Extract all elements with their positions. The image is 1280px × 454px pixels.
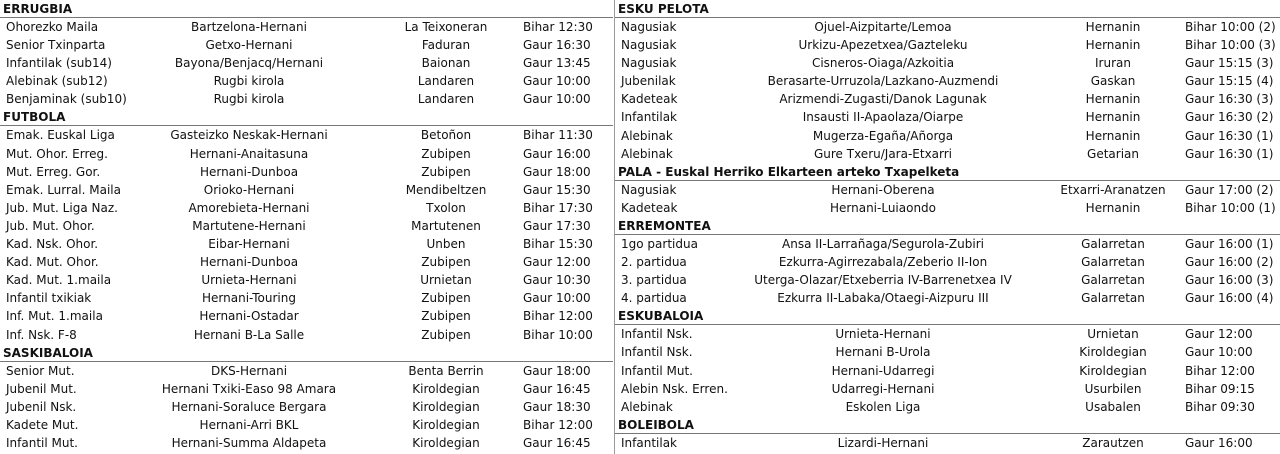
match-row: [0, 253, 613, 271]
category-cell: Infantil Nsk.: [621, 345, 693, 360]
match-cell: Martutene-Hernani: [192, 218, 306, 233]
match-cell: Ojuel-Aizpitarte/Lemoa: [814, 20, 952, 34]
section-boleibola: [615, 416, 1280, 452]
match-cell: Berasarte-Urruzola/Lazkano-Auzmendi: [767, 74, 999, 89]
match-cell: Cisneros-Oiaga/Azkoitia: [811, 56, 955, 71]
venue-cell: Galarretan: [1081, 255, 1145, 270]
category-cell: Mut. Ohor. Erreg.: [6, 146, 108, 161]
venue-cell: Hernanin: [1085, 20, 1141, 34]
category-cell: Infantilak: [621, 110, 678, 125]
time-cell: Gaur 10:00: [523, 291, 591, 306]
venue-cell: Zubipen: [421, 291, 471, 306]
time-cell: Bihar 10:00 (1): [1185, 200, 1276, 215]
category-cell: Alebinak: [621, 146, 673, 161]
section-title: FUTBOLA: [0, 108, 613, 126]
venue-cell: Zubipen: [421, 146, 471, 161]
match-cell: Urnieta-Hernani: [201, 273, 297, 288]
match-row: [0, 18, 613, 36]
match-row: [0, 181, 613, 199]
time-cell: Bihar 10:00 (3): [1185, 38, 1276, 53]
match-cell: Hernani B-Urola: [835, 345, 931, 360]
section-title: ERREMONTEA: [615, 217, 1280, 235]
venue-cell: Kiroldegian: [412, 399, 480, 414]
venue-cell: Kiroldegian: [412, 435, 480, 450]
time-cell: Gaur 16:45: [523, 381, 591, 396]
time-cell: Gaur 17:00 (2): [1185, 182, 1274, 197]
match-row: [0, 434, 613, 452]
venue-cell: Urnietan: [1087, 327, 1139, 342]
match-row: [615, 145, 1280, 163]
match-cell: Mugerza-Egaña/Añorga: [812, 128, 954, 143]
match-cell: Gure Txeru/Jara-Etxarri: [813, 146, 953, 161]
venue-cell: Zarautzen: [1082, 435, 1144, 450]
venue-cell: Landaren: [417, 92, 475, 107]
category-cell: 4. partidua: [621, 291, 687, 306]
match-row: [0, 380, 613, 398]
venue-cell: Hernanin: [1085, 128, 1141, 143]
venue-cell: Iruran: [1095, 56, 1131, 71]
time-cell: Gaur 10:00: [523, 92, 591, 107]
match-cell: DKS-Hernani: [210, 363, 288, 378]
time-cell: Gaur 10:30: [523, 273, 591, 288]
section-saskibaloia: [0, 344, 613, 452]
match-cell: Hernani-Arri BKL: [199, 417, 299, 432]
match-row: [0, 271, 613, 289]
venue-cell: Galarretan: [1081, 236, 1145, 251]
match-row: [0, 217, 613, 235]
section-title: BOLEIBOLA: [615, 416, 1280, 434]
venue-cell: Urnietan: [420, 273, 472, 288]
section-title: PALA - Euskal Herriko Elkarteen arteko Txapelketa: [615, 163, 1280, 181]
section-eskubaloia: [615, 307, 1280, 415]
time-cell: Gaur 18:00: [523, 164, 591, 179]
venue-cell: Hernanin: [1085, 38, 1141, 53]
match-row: [615, 380, 1280, 398]
venue-cell: La Teixoneran: [404, 20, 488, 34]
match-row: [615, 398, 1280, 416]
category-cell: 3. partidua: [621, 273, 687, 288]
match-cell: Hernani-Dunboa: [199, 164, 299, 179]
match-cell: Urnieta-Hernani: [835, 327, 931, 342]
match-row: [615, 36, 1280, 54]
match-row: [0, 235, 613, 253]
match-cell: Bayona/Benjacq/Hernani: [174, 56, 324, 71]
category-cell: Kad. Mut. Ohor.: [6, 255, 99, 270]
category-cell: Inf. Nsk. F-8: [6, 327, 77, 342]
time-cell: Bihar 12:00: [523, 417, 593, 432]
match-cell: Bartzelona-Hernani: [191, 20, 307, 34]
match-row: [615, 181, 1280, 199]
category-cell: Jub. Mut. Liga Naz.: [6, 200, 118, 215]
match-row: [0, 307, 613, 325]
category-cell: Infantil Mut.: [621, 363, 693, 378]
category-cell: Jub. Mut. Ohor.: [6, 218, 95, 233]
venue-cell: Galarretan: [1081, 273, 1145, 288]
match-row: [0, 199, 613, 217]
category-cell: Alebinak: [621, 128, 673, 143]
time-cell: Gaur 10:00: [523, 74, 591, 89]
match-row: [0, 72, 613, 90]
category-cell: Inf. Mut. 1.maila: [6, 309, 103, 324]
match-cell: Uterga-Olazar/Etxeberria IV-Barrenetxea IV: [754, 273, 1012, 288]
time-cell: Gaur 16:00: [1185, 435, 1253, 450]
match-cell: Hernani-Oberena: [831, 182, 935, 197]
match-row: [0, 126, 613, 144]
venue-cell: Etxarri-Aranatzen: [1060, 182, 1166, 197]
right-column: [614, 0, 1280, 454]
time-cell: Gaur 16:30 (1): [1185, 146, 1274, 161]
match-cell: Insausti II-Apaolaza/Oiarpe: [802, 110, 964, 125]
match-cell: Hernani-Luiaondo: [829, 200, 937, 215]
time-cell: Gaur 16:00 (2): [1185, 255, 1274, 270]
time-cell: Gaur 16:45: [523, 435, 591, 450]
time-cell: Gaur 18:30: [523, 399, 591, 414]
time-cell: Gaur 12:00: [1185, 327, 1253, 342]
time-cell: Bihar 12:00: [1185, 363, 1255, 378]
venue-cell: Hernanin: [1085, 110, 1141, 125]
match-row: [0, 90, 613, 108]
venue-cell: Galarretan: [1081, 291, 1145, 306]
venue-cell: Hernanin: [1085, 92, 1141, 107]
match-cell: Ansa II-Larrañaga/Segurola-Zubiri: [782, 236, 984, 251]
venue-cell: Baionan: [421, 56, 471, 71]
match-cell: Ezkurra-Agirrezabala/Zeberio II-Ion: [778, 255, 988, 270]
match-cell: Rugbi kirola: [213, 74, 285, 89]
match-cell: Hernani Txiki-Easo 98 Amara: [161, 381, 337, 396]
match-row: [0, 326, 613, 344]
match-row: [0, 398, 613, 416]
category-cell: Jubenilak: [621, 74, 676, 89]
section-errugbia: [0, 0, 613, 108]
venue-cell: Kiroldegian: [1079, 363, 1147, 378]
match-row: [615, 434, 1280, 452]
time-cell: Bihar 09:30: [1185, 399, 1255, 414]
category-cell: Infantilak: [621, 435, 678, 450]
time-cell: Gaur 17:30: [523, 218, 591, 233]
match-row: [0, 289, 613, 307]
category-cell: Jubenil Nsk.: [6, 399, 77, 414]
match-cell: Hernani-Dunboa: [199, 255, 299, 270]
left-column: [0, 0, 613, 452]
section-title: ESKU PELOTA: [615, 0, 1280, 18]
venue-cell: Faduran: [421, 38, 471, 53]
match-row: [615, 325, 1280, 343]
category-cell: Kad. Nsk. Ohor.: [6, 237, 99, 252]
category-cell: Alebinak: [621, 399, 673, 414]
match-cell: Lizardi-Hernani: [837, 435, 929, 450]
category-cell: Mut. Erreg. Gor.: [6, 164, 101, 179]
venue-cell: Usurbilen: [1084, 381, 1142, 396]
match-row: [615, 90, 1280, 108]
match-cell: Getxo-Hernani: [205, 38, 293, 53]
section-futbola: [0, 108, 613, 343]
match-row: [615, 343, 1280, 361]
match-cell: Hernani-Ostadar: [199, 309, 299, 324]
category-cell: Nagusiak: [621, 20, 677, 34]
venue-cell: Zubipen: [421, 164, 471, 179]
category-cell: Kadeteak: [621, 92, 678, 107]
category-cell: 2. partidua: [621, 255, 687, 270]
match-cell: Eibar-Hernani: [208, 237, 290, 252]
category-cell: Nagusiak: [621, 182, 677, 197]
section-title: SASKIBALOIA: [0, 344, 613, 362]
match-cell: Rugbi kirola: [213, 92, 285, 107]
time-cell: Bihar 11:30: [523, 128, 593, 143]
match-row: [0, 416, 613, 434]
match-row: [0, 54, 613, 72]
time-cell: Bihar 12:30: [523, 20, 593, 34]
venue-cell: Kiroldegian: [412, 417, 480, 432]
category-cell: Ohorezko Maila: [6, 20, 99, 34]
venue-cell: Getarian: [1087, 146, 1139, 161]
category-cell: Kadete Mut.: [6, 417, 79, 432]
venue-cell: Landaren: [417, 74, 475, 89]
match-cell: Hernani-Anaitasuna: [189, 146, 309, 161]
section-pala: [615, 163, 1280, 217]
category-cell: Kadeteak: [621, 200, 678, 215]
time-cell: Bihar 10:00: [523, 327, 593, 342]
category-cell: Senior Mut.: [6, 363, 75, 378]
match-cell: Hernani-Udarregi: [831, 363, 935, 378]
match-row: [615, 253, 1280, 271]
venue-cell: Betoñon: [420, 128, 472, 143]
match-cell: Udarregi-Hernani: [831, 381, 935, 396]
venue-cell: Hernanin: [1085, 200, 1141, 215]
time-cell: Gaur 16:30 (1): [1185, 128, 1274, 143]
section-esku: [615, 0, 1280, 163]
time-cell: Bihar 17:30: [523, 200, 593, 215]
match-row: [0, 163, 613, 181]
time-cell: Gaur 15:15 (3): [1185, 56, 1274, 71]
time-cell: Gaur 15:15 (4): [1185, 74, 1274, 89]
category-cell: Infantil txikiak: [6, 291, 92, 306]
time-cell: Gaur 16:30: [523, 38, 591, 53]
category-cell: 1go partidua: [621, 236, 698, 251]
match-row: [615, 289, 1280, 307]
category-cell: Benjaminak (sub10): [6, 92, 127, 107]
match-row: [615, 199, 1280, 217]
category-cell: Alebinak (sub12): [6, 74, 108, 89]
category-cell: Jubenil Mut.: [6, 381, 77, 396]
match-row: [0, 362, 613, 380]
category-cell: Senior Txinparta: [6, 38, 106, 53]
venue-cell: Txolon: [426, 200, 466, 215]
category-cell: Kad. Mut. 1.maila: [6, 273, 112, 288]
match-cell: Arizmendi-Zugasti/Danok Lagunak: [779, 92, 987, 107]
venue-cell: Usabalen: [1085, 399, 1141, 414]
category-cell: Nagusiak: [621, 38, 677, 53]
category-cell: Alebin Nsk. Erren.: [621, 381, 728, 396]
time-cell: Gaur 16:30 (3): [1185, 92, 1274, 107]
match-row: [615, 127, 1280, 145]
match-cell: Eskolen Liga: [845, 399, 921, 414]
category-cell: Emak. Lurral. Maila: [6, 182, 121, 197]
time-cell: Gaur 16:00 (4): [1185, 291, 1274, 306]
match-row: [615, 18, 1280, 36]
time-cell: Gaur 16:00 (1): [1185, 236, 1274, 251]
category-cell: Emak. Euskal Liga: [6, 128, 115, 143]
venue-cell: Kiroldegian: [412, 381, 480, 396]
match-cell: Urkizu-Apezetxea/Gazteleku: [798, 38, 968, 53]
match-cell: Gasteizko Neskak-Hernani: [170, 128, 328, 143]
section-title: ERRUGBIA: [0, 0, 613, 18]
time-cell: Gaur 10:00: [1185, 345, 1253, 360]
match-cell: Hernani-Soraluce Bergara: [171, 399, 327, 414]
time-cell: Gaur 18:00: [523, 363, 591, 378]
match-row: [615, 54, 1280, 72]
match-cell: Amorebieta-Hernani: [188, 200, 310, 215]
venue-cell: Gaskan: [1090, 74, 1136, 89]
time-cell: Bihar 12:00: [523, 309, 593, 324]
match-row: [615, 108, 1280, 126]
category-cell: Infantil Mut.: [6, 435, 78, 450]
venue-cell: Unben: [426, 237, 466, 252]
match-cell: Hernani-Summa Aldapeta: [171, 435, 327, 450]
category-cell: Infantil Nsk.: [621, 327, 693, 342]
match-row: [615, 362, 1280, 380]
match-cell: Hernani-Touring: [202, 291, 296, 306]
match-row: [615, 235, 1280, 253]
time-cell: Bihar 15:30: [523, 237, 593, 252]
category-cell: Infantilak (sub14): [6, 56, 112, 71]
time-cell: Gaur 16:00 (3): [1185, 273, 1274, 288]
match-row: [615, 72, 1280, 90]
venue-cell: Zubipen: [421, 255, 471, 270]
match-row: [615, 271, 1280, 289]
venue-cell: Zubipen: [421, 309, 471, 324]
venue-cell: Zubipen: [421, 327, 471, 342]
match-cell: Ezkurra II-Labaka/Otaegi-Aizpuru III: [777, 291, 989, 306]
time-cell: Gaur 12:00: [523, 255, 591, 270]
section-erremontea: [615, 217, 1280, 307]
time-cell: Bihar 10:00 (2): [1185, 20, 1276, 34]
match-row: [0, 36, 613, 54]
venue-cell: Martutenen: [411, 218, 481, 233]
venue-cell: Benta Berrin: [408, 363, 484, 378]
venue-cell: Mendibeltzen: [405, 182, 487, 197]
match-cell: Hernani B-La Salle: [193, 327, 305, 342]
time-cell: Gaur 13:45: [523, 56, 591, 71]
time-cell: Bihar 09:15: [1185, 381, 1255, 396]
section-title: ESKUBALOIA: [615, 307, 1280, 325]
time-cell: Gaur 16:30 (2): [1185, 110, 1274, 125]
venue-cell: Kiroldegian: [1079, 345, 1147, 360]
match-cell: Orioko-Hernani: [203, 182, 295, 197]
time-cell: Gaur 15:30: [523, 182, 591, 197]
match-row: [0, 145, 613, 163]
time-cell: Gaur 16:00: [523, 146, 591, 161]
category-cell: Nagusiak: [621, 56, 677, 71]
